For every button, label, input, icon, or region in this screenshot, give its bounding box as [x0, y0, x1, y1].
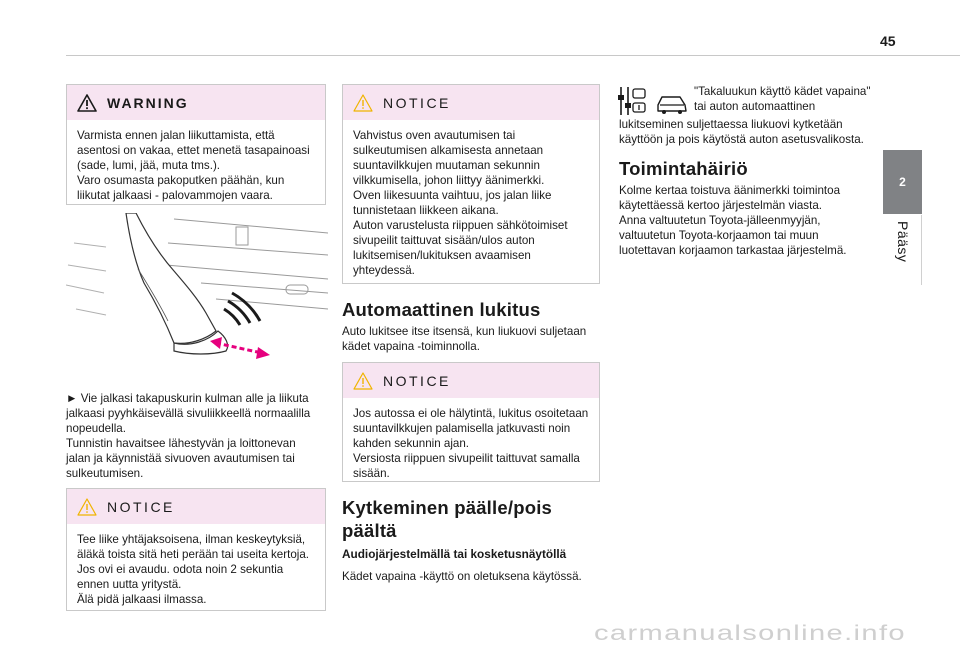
notice-text-3: Jos autossa ei ole hälytintä, lukitus osoitetaan suuntavilkkujen palamisella jatkuvasti noin kahden sekunnin ajan. Versiosta riippuen sivupeilit taittuvat samalla sisään.: [353, 407, 589, 480]
svg-text:carmanualsonline.info: carmanualsonline.info: [594, 622, 906, 645]
warning-heading: WARNING: [107, 94, 189, 111]
car-icon: [658, 97, 686, 114]
notice-box-2: [342, 84, 600, 284]
notice-heading-3: NOTICE: [383, 372, 451, 389]
switching-subtitle: Audiojärjestelmällä tai kosketusnäytöllä: [342, 547, 567, 561]
watermark: [590, 620, 910, 646]
malfunction-title: Toimintahäiriö: [619, 158, 748, 179]
notice-body-3: [343, 398, 599, 489]
warning-icon: [77, 94, 97, 112]
auto-lock-title: Automaattinen lukitus: [342, 299, 541, 320]
icon-description: "Takaluukun käyttö kädet vapaina" tai auton automaattinen: [694, 85, 871, 113]
malfunction-text: Kolme kertaa toistuva äänimerkki toimintoa käytettäessä kertoo järjestelmän viasta. Anna valtuutetun Toyota-jälleenmyyjän, valtuutetun Toyota-korjaamon tai muun luotettavan korjaamon tarkastaa järjestelmä.: [619, 184, 847, 257]
warning-body: [67, 120, 325, 211]
settings-text: lukitseminen suljettaessa liukuovi kytketään käyttöön ja pois käytöstä auton asetusvalikosta.: [619, 118, 864, 146]
auto-lock-text: Auto lukitsee itse itsensä, kun liukuovi suljetaan kädet vapaina -toiminnolla.: [342, 325, 587, 353]
warning-header: [67, 85, 325, 120]
notice-heading-2: NOTICE: [383, 94, 451, 111]
notice-body-1: [67, 524, 325, 615]
motion-arrow-icon: [210, 337, 270, 359]
notice-text-2: Vahvistus oven avautumisen tai sulkeutumisen alkamisesta annetaan suuntavilkkujen muutaman sekunnin vilkkumisella, johon liittyy äänimerkki. Oven liikesuunta vaihtuu, jos jalan liike tunnistetaan liikkeen aikana. Auton varustelusta riippuen sähkötoimiset sivupeilit taittuvat sisään/ulos auton lukitsemisen/lukituksen avaamisen yhteydessä.: [353, 129, 568, 277]
chapter-tab[interactable]: 2: [883, 150, 922, 214]
foot-sensor-illustration: [66, 213, 328, 373]
notice-box-3: [342, 362, 600, 482]
chapter-title: Pääsy: [895, 221, 911, 263]
notice-header-1: [67, 489, 325, 524]
caution-icon: [353, 94, 373, 112]
switching-text: Kädet vapaina -käyttö on oletuksena käytössä.: [342, 570, 582, 583]
header-rule: [66, 55, 960, 56]
warning-text: Varmista ennen jalan liikuttamista, että asentosi on vakaa, ettet menetä tasapainoasi (sade, lumi, jää, muta tms.). Varo osumasta pakoputken päähän, kun liikutat jalkaasi - palovammojen vaara.: [77, 129, 310, 202]
caution-icon: [353, 372, 373, 390]
notice-heading-1: NOTICE: [107, 498, 175, 515]
caution-icon: [77, 498, 97, 516]
settings-sliders-icon: [618, 87, 645, 115]
notice-header-2: [343, 85, 599, 120]
switching-title-line2: päältä: [342, 520, 397, 541]
instruction-text: ► Vie jalkasi takapuskurin kulman alle ja liikuta jalkaasi pyyhkäisevällä sivuliikkeellä normaalilla nopeudella. Tunnistin havaitsee lähestyvän ja loittonevan jalan ja käynnistää sivuoven avautumisen tai sulkeutumisen.: [66, 392, 311, 480]
switching-title-line1: Kytkeminen päälle/pois: [342, 497, 553, 518]
notice-box-1: [66, 488, 326, 611]
warning-box: [66, 84, 326, 205]
settings-menu-icons: [618, 85, 690, 117]
page-number: 45: [880, 33, 896, 49]
notice-header-3: [343, 363, 599, 398]
notice-body-2: [343, 120, 599, 286]
notice-text-1: Tee liike yhtäjaksoisena, ilman keskeytyksiä, äläkä toista sitä heti perään tai useita kertoja. Jos ovi ei avaudu. odota noin 2 sekuntia ennen uutta yritystä. Älä pidä jalkaasi ilmassa.: [77, 533, 310, 606]
chapter-title-tab: [883, 215, 922, 285]
